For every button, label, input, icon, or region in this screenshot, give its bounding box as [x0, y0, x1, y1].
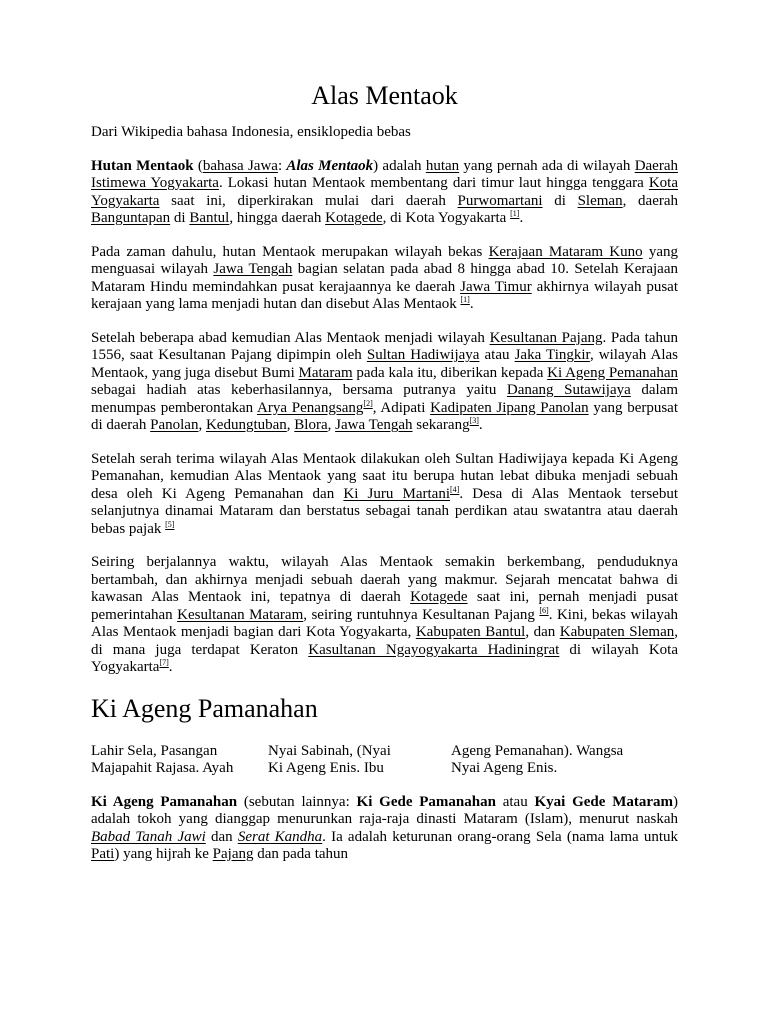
link-pajang[interactable]: Pajang — [212, 846, 254, 862]
link-kotagede-2[interactable]: Kotagede — [410, 589, 468, 605]
document-page — [91, 80, 678, 880]
footnote-ref[interactable]: [1] — [510, 209, 520, 218]
table-cell: Nyai Sabinah, (Nyai — [268, 742, 391, 759]
link-jaka-tingkir[interactable]: Jaka Tingkir — [514, 347, 590, 363]
footnote-ref[interactable]: [6] — [539, 605, 549, 615]
footnote-ref[interactable]: [3] — [469, 416, 479, 425]
link-sleman[interactable]: Sleman — [577, 192, 623, 209]
link-pati[interactable]: Pati — [91, 846, 115, 862]
table-cell: Ageng Pemanahan). Wangsa — [451, 742, 624, 759]
link-kadipaten-jipang[interactable]: Kadipaten Jipang Panolan — [430, 399, 589, 416]
link-ki-ageng-pemanahan[interactable]: Ki Ageng Pemanahan — [547, 364, 678, 381]
link-babad-tanah-jawi[interactable]: Babad Tanah Jawi — [91, 828, 206, 845]
table-cell: Nyai Ageng Enis. — [451, 760, 558, 776]
table-cell: Majapahit Rajasa. Ayah — [91, 760, 234, 776]
footnote-ref[interactable]: [7] — [159, 658, 169, 667]
link-kedungtuban[interactable]: Kedungtuban — [205, 417, 287, 433]
link-kabupaten-sleman[interactable]: Kabupaten Sleman — [559, 624, 675, 640]
link-kasultanan-ngayogyakarta[interactable]: Kasultanan Ngayogyakarta Hadiningrat — [308, 641, 560, 658]
link-hutan[interactable]: hutan — [425, 157, 460, 174]
link-bahasa-jawa[interactable]: bahasa Jawa — [202, 157, 278, 174]
link-kabupaten-bantul[interactable]: Kabupaten Bantul — [415, 624, 526, 640]
table-cell: Lahir Sela, Pasangan — [91, 742, 218, 759]
paragraph-pajang: Setelah beberapa abad kemudian Alas Mentaok menjadi wilayah Kesultanan Pajang. Pada tahun 1556, saat Kesultanan Pajang dipimpin oleh Sultan Hadiwijaya atau Jaka Tingkir, wilayah Alas Mentaok, yang juga disebut Bumi Mataram pada kala itu, diberikan kepada Ki Ageng Pemanahan sebagai hadiah atas keberhasilannya, bersama putranya yaitu Danang Sutawijaya dalam menumpas pemberontakan Arya Penangsang[2], Adipati Kadipaten Jipang Panolan yang berpusat di daerah Panolan, Kedungtuban, Blora, Jawa Tengah sekarang[3]. — [91, 329, 679, 433]
link-kesultanan-mataram[interactable]: Kesultanan Mataram — [177, 606, 304, 623]
bold-term: Ki Ageng Pamanahan — [91, 793, 238, 810]
table-row — [91, 760, 678, 778]
bold-term: Kyai Gede Mataram — [534, 793, 673, 810]
link-panolan[interactable]: Panolan — [150, 417, 199, 433]
paragraph-history: Pada zaman dahulu, hutan Mentaok merupakan wilayah bekas Kerajaan Mataram Kuno yang menguasai wilayah Jawa Tengah bagian selatan pada abad 8 hingga abad 10. Setelah Kerajaan Mataram Hindu memindahkan pusat kerajaannya ke daerah Jawa Timur akhirnya wilayah pusat kerajaan yang lama menjadi hutan dan disebut Alas Mentaok [1]. — [91, 243, 679, 312]
link-ki-juru-martani[interactable]: Ki Juru Martani — [343, 485, 451, 502]
article-title: Alas Mentaok — [311, 81, 458, 110]
infobox-table — [91, 743, 678, 778]
link-jawa-tengah-2[interactable]: Jawa Tengah — [335, 417, 413, 433]
link-kota-yogyakarta[interactable]: Kota Yogyakarta — [91, 175, 678, 209]
link-banguntapan[interactable]: Banguntapan — [91, 210, 171, 226]
bold-term: Hutan Mentaok — [91, 157, 194, 174]
bold-term: Ki Gede Pamanahan — [356, 793, 496, 810]
article-subtitle: Dari Wikipedia bahasa Indonesia, ensiklopedia bebas — [91, 124, 411, 140]
section-heading: Ki Ageng Pamanahan — [91, 693, 318, 723]
link-mataram[interactable]: Mataram — [298, 364, 353, 381]
link-kesultanan-pajang[interactable]: Kesultanan Pajang — [489, 329, 603, 346]
link-arya-penangsang[interactable]: Arya Penangsang — [257, 399, 364, 416]
paragraph-development: Seiring berjalannya waktu, wilayah Alas Mentaok semakin berkembang, penduduknya bertambah, dan akhirnya menjadi sebuah daerah yang makmur. Sejarah mencatat bahwa di kawasan Alas Mentaok ini, tepatnya di daerah Kotagede saat ini, pernah menjadi pusat pemerintahan Kesultanan Mataram, seiring runtuhnya Kesultanan Pajang [6]. Kini, bekas wilayah Alas Mentaok menjadi bagian dari Kota Yogyakarta, Kabupaten Bantul, dan Kabupaten Sleman, di mana juga terdapat Keraton Kasultanan Ngayogyakarta Hadiningrat di wilayah Kota Yogyakarta[7]. — [91, 554, 679, 675]
link-danang-sutawijaya[interactable]: Danang Sutawijaya — [506, 382, 631, 398]
link-purwomartani[interactable]: Purwomartani — [457, 192, 543, 209]
footnote-ref[interactable]: [4] — [450, 484, 460, 494]
link-diy[interactable]: Daerah Istimewa Yogyakarta — [91, 157, 678, 191]
link-serat-kandha[interactable]: Serat Kandha — [237, 828, 323, 845]
link-bantul[interactable]: Bantul — [189, 210, 230, 226]
link-sultan-hadiwijaya[interactable]: Sultan Hadiwijaya — [366, 347, 480, 363]
link-mataram-kuno[interactable]: Kerajaan Mataram Kuno — [488, 243, 643, 260]
table-cell: Ki Ageng Enis. Ibu — [268, 760, 384, 776]
footnote-ref[interactable]: [2] — [363, 398, 373, 408]
table-row — [91, 743, 678, 761]
bold-italic-term: Alas Mentaok — [286, 157, 374, 174]
paragraph-intro: Hutan Mentaok (bahasa Jawa: Alas Mentaok) adalah hutan yang pernah ada di wilayah Daerah Istimewa Yogyakarta. Lokasi hutan Mentaok membentang dari timur laut hingga tenggara Kota Yogyakarta saat ini, diperkirakan mulai dari daerah Purwomartani di Sleman, daerah Banguntapan di Bantul, hingga daerah Kotagede, di Kota Yogyakarta [1]. — [91, 157, 679, 226]
paragraph-pamanahan: Ki Ageng Pamanahan (sebutan lainnya: Ki Gede Pamanahan atau Kyai Gede Mataram) adalah tokoh yang dianggap menurunkan raja-raja dinasti Mataram (Islam), menurut naskah Babad Tanah Jawi dan Serat Kandha. Ia adalah keturunan orang-orang Sela (nama lama untuk Pati) yang hijrah ke Pajang dan pada tahun — [91, 793, 678, 862]
link-jawa-timur[interactable]: Jawa Timur — [460, 278, 532, 295]
footnote-ref[interactable]: [1] — [460, 295, 470, 304]
footnote-ref[interactable]: [5] — [165, 519, 175, 529]
link-jawa-tengah[interactable]: Jawa Tengah — [213, 261, 293, 277]
paragraph-mataram-founding: Setelah serah terima wilayah Alas Mentaok dilakukan oleh Sultan Hadiwijaya kepada Ki Ageng Pemanahan, kemudian Alas Mentaok yang saat itu berupa hutan lebat dibuka menjadi sebuah desa oleh Ki Ageng Pemanahan dan Ki Juru Martani[4]. Desa di Alas Mentaok tersebut selanjutnya dinamai Mataram dan berstatus sebagai tanah perdikan atau swatantra atau daerah bebas pajak [5] — [91, 450, 678, 537]
link-kotagede[interactable]: Kotagede — [325, 210, 383, 226]
link-blora[interactable]: Blora — [294, 417, 328, 433]
